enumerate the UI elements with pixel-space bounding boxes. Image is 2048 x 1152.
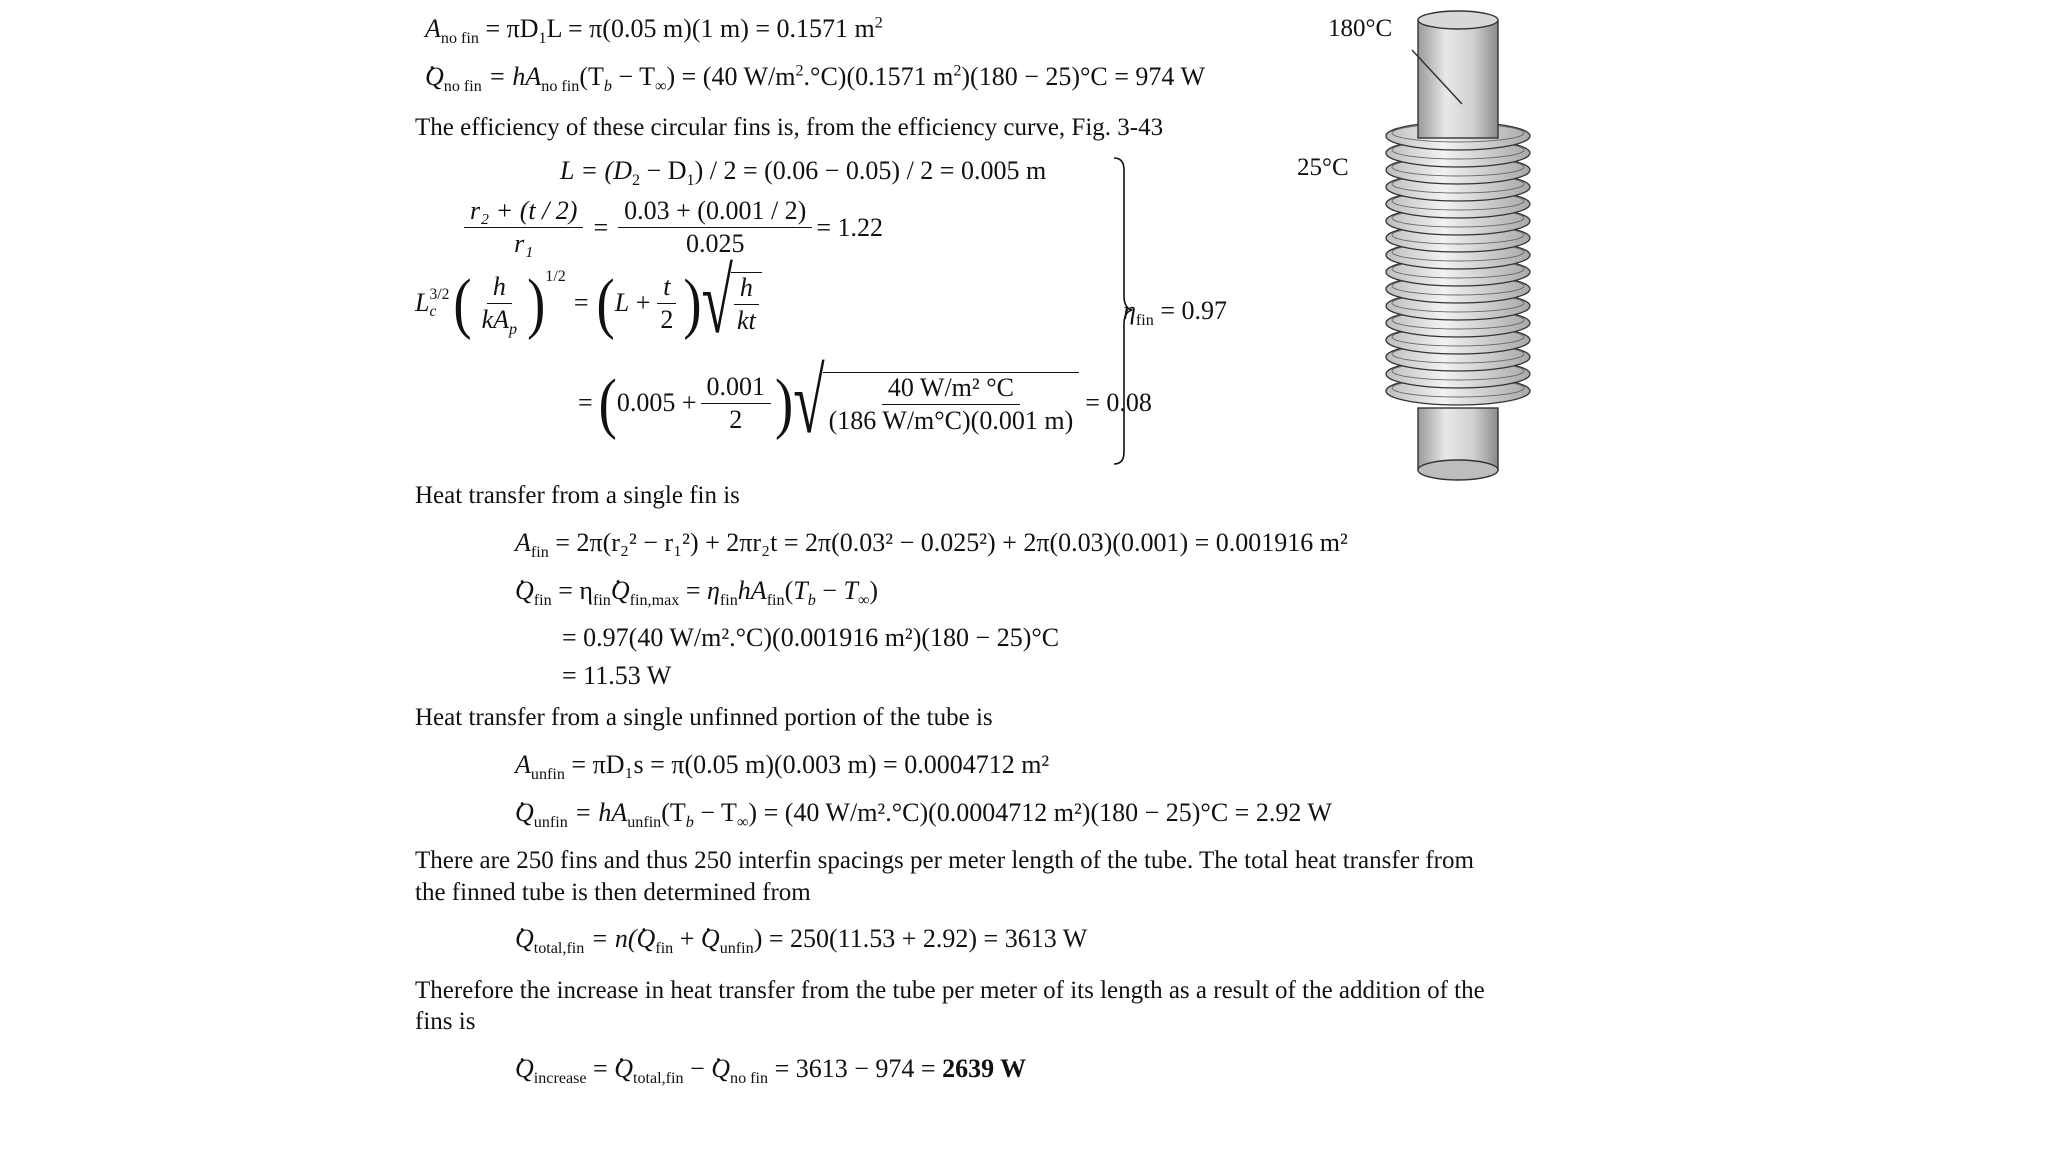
single-fin-text: Heat transfer from a single fin is	[415, 482, 740, 509]
total-text-line2: the finned tube is then determined from	[415, 879, 811, 906]
fins-stack	[1386, 122, 1530, 405]
eq-fin-area: $A_{fin} = 2\pi(r_2^2 - r_1^2) + 2\pi r_2t = 2\pi(0.03^2 - 0.025^2) + 2\pi(0.03)(0.001) = 0.001916$ m²	[515, 528, 1348, 562]
eq-fin-heat-result: = 11.53 W	[562, 661, 672, 690]
eq-area-no-fin: $A_{no fin} = \pi D_1L = \pi(0.05$ m)(1 m) = 0.1571 $m^2$	[425, 14, 883, 48]
eq-fin-heat: . $Q_{fin} = \eta_{fin}$. $Q_{fin,max} = \eta_{fin}hA_{fin}(T_b - T_\infty)$	[515, 578, 878, 604]
finned-tube-figure	[1370, 8, 1560, 488]
eq-unfin-area: $A_{unfin} = \pi D_1s = \pi(0.05$ m)(0.003 m) = 0.0004712 m²	[515, 750, 1050, 784]
total-text-line1: There are 250 fins and thus 250 interfin spacings per meter length of the tube. The total heat transfer from	[415, 847, 1474, 874]
unfinned-text: Heat transfer from a single unfinned portion of the tube is	[415, 704, 993, 731]
label-ambient-temp: 25°C	[1297, 154, 1349, 181]
label-hot-temp: 180°C	[1328, 15, 1393, 42]
ratio-fraction-values: $\frac{0.03 + (0.001 / 2)}{0.025}$	[618, 198, 812, 257]
increase-text-line2: fins is	[415, 1008, 476, 1035]
eq-total-heat: . $Q_{total,fin} = n$(. $Q_{fin}$ + . $Q_{unfin}) = 250(11.53 + 2.92) = 3613$ W	[515, 926, 1087, 952]
eq-fin-efficiency: $\eta_{fin} = 0.97$	[1123, 296, 1227, 330]
eq-fin-length: $L = (D_2 - D_1) / 2 = (0.06 - 0.05) / 2 = 0.005$ m	[560, 156, 1047, 190]
ratio-fraction: $\frac{\text{r₂ + (t / 2)}}{\text{r₁}}$	[464, 198, 583, 257]
eq-radius-ratio: $\frac{\text{r₂ + (t / 2)}}{\text{r₁}}$ = $\frac{0.03 + (0.001 / 2)}{0.025}$ = 1.22	[460, 198, 883, 257]
eq-corrected-length-values: = ( 0.005 + $\frac{0.001}{2}$ ) √ $\frac{\text{40 W/m² °C}}{(186 W/m^\circ C)(0.001 m)}$ = 0.08	[578, 352, 1152, 454]
eq-corrected-length: L 3/2 c ( $\frac{h}{kA_p}$ ) $^{1/2}$ = ( L + $\frac{t}{2}$ ) √ $\frac{h}{kt}$	[415, 272, 762, 334]
efficiency-text: The efficiency of these circular fins is, from the efficiency curve, Fig. 3-43	[415, 114, 1164, 141]
eq-increase-heat: . $Q_{increase}$ = . $Q_{total,fin}$ − . $Q_{no fin} = 3613 - 974 = 2639$ W	[515, 1056, 1026, 1082]
eq-unfin-heat: . $Q_{unfin} = hA_{unfin}(T_b - T_\infty) = (40$ W/m².°C)(0.0004712 m²)(180 − 25)°C = 2.92 W	[515, 800, 1332, 826]
eq-heat-no-fin: . $Q_{no fin} = hA_{no fin}(T_b - T_\infty) = (40$ $W/m^2.^\circ C)(0.1571$ $m^2)(180 - 25)^\circ C = 974$ W	[425, 64, 1205, 90]
eq-fin-heat-values: = 0.97(40 W/m².°C)(0.001916 m²)(180 − 25)°C	[562, 623, 1060, 652]
increase-text-line1: Therefore the increase in heat transfer from the tube per meter of its length as a result of the addition of the	[415, 977, 1485, 1004]
